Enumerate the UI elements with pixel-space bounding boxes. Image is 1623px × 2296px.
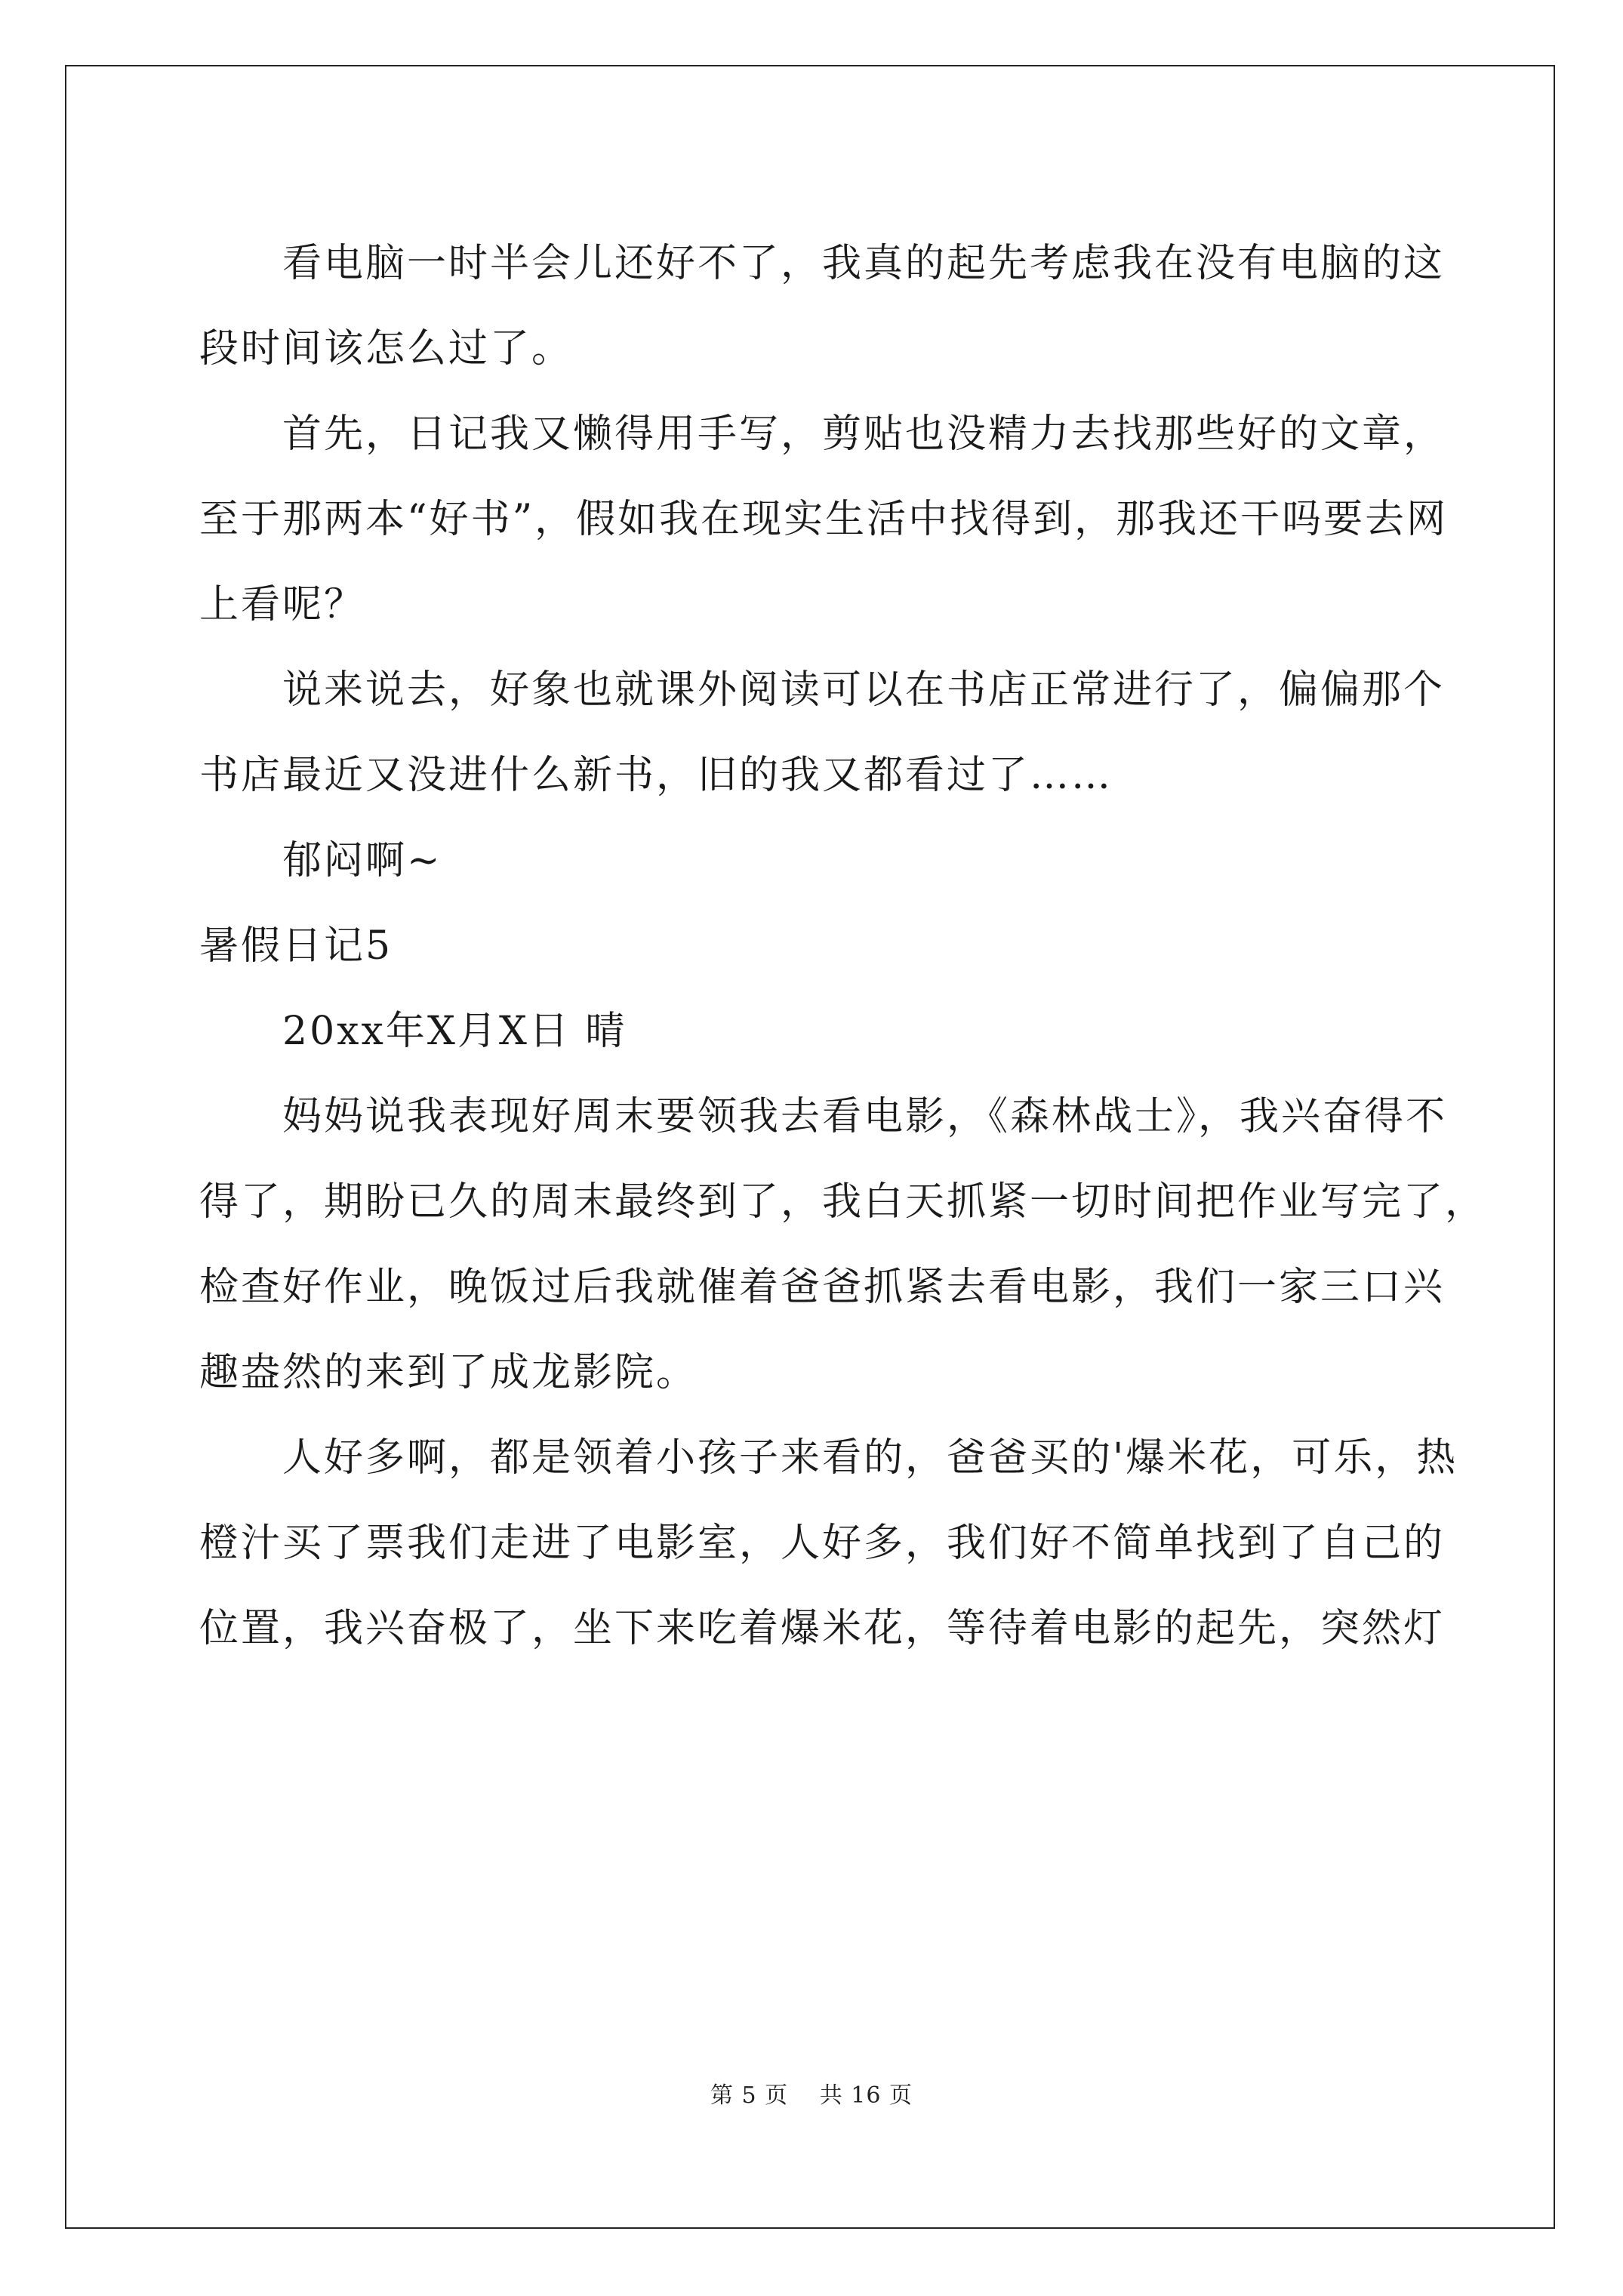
text-line: 至于那两本“好书”，假如我在现实生活中找得到，那我还干吗要去网 (199, 496, 1449, 542)
text-line: 书店最近又没进什么新书，旧的我又都看过了…… (199, 752, 1113, 798)
text-line: 得了，期盼已久的周末最终到了，我白天抓紧一切时间把作业写完了， (199, 1179, 1487, 1225)
text-line: 说来说去，好象也就课外阅读可以在书店正常进行了，偏偏那个 (282, 667, 1446, 713)
text-line: 人好多啊，都是领着小孩子来看的，爸爸买的'爆米花，可乐，热 (282, 1435, 1458, 1481)
date-line: 20xx年X月X日 晴 (282, 1008, 627, 1054)
page-number-footer: 第 5 页 共 16 页 (710, 2082, 913, 2109)
text-line: 妈妈说我表现好周末要领我去看电影，《森林战士》，我兴奋得不 (282, 1093, 1448, 1139)
text-line: 段时间该怎么过了。 (199, 325, 574, 371)
document-body (199, 220, 1487, 1671)
text-line: 看电脑一时半会儿还好不了，我真的起先考虑我在没有电脑的这 (282, 240, 1446, 286)
text-line: 郁闷啊~ (282, 837, 442, 883)
text-line: 位置，我兴奋极了，坐下来吃着爆米花，等待着电影的起先，突然灯 (199, 1605, 1446, 1651)
text-line: 趣盎然的来到了成龙影院。 (199, 1349, 698, 1395)
text-line: 橙汁买了票我们走进了电影室，人好多，我们好不简单找到了自己的 (199, 1520, 1446, 1566)
text-line: 首先，日记我又懒得用手写，剪贴也没精力去找那些好的文章， (282, 411, 1446, 457)
text-line: 上看呢？ (199, 581, 366, 627)
section-heading: 暑假日记5 (199, 923, 393, 969)
text-line: 检查好作业，晚饭过后我就催着爸爸抓紧去看电影，我们一家三口兴 (199, 1264, 1446, 1310)
